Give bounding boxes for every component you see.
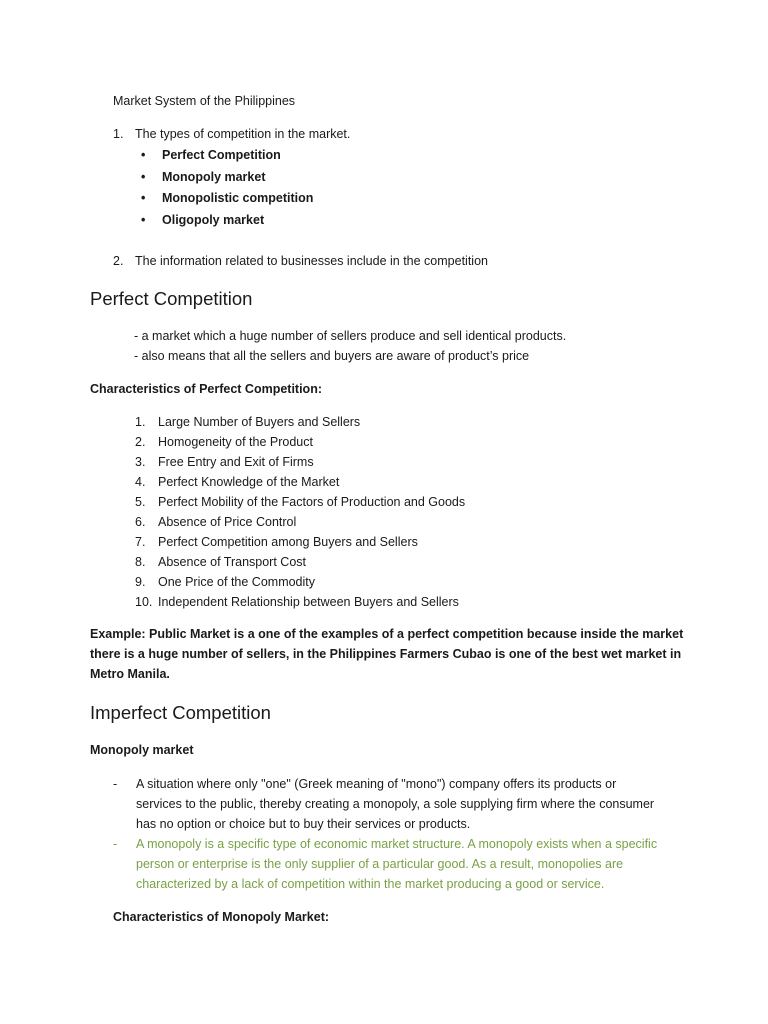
dash-marker: - — [113, 837, 118, 851]
example-line-1: Example: Public Market is a one of the examples of a perfect competition because inside the market — [90, 627, 684, 641]
bullet-list-item — [141, 213, 264, 227]
monopoly-point-1-line-1: A situation where only "one" (Greek meaning of "mono") company offers its products or — [136, 777, 617, 791]
monopoly-point-2-line-1: A monopoly is a specific type of economic market structure. A monopoly exists when a specific — [136, 837, 658, 851]
characteristic-text: Perfect Competition among Buyers and Sellers — [158, 535, 418, 549]
bullet-icon: • — [141, 170, 146, 184]
characteristic-item — [135, 435, 313, 449]
characteristic-number: 8. — [135, 555, 146, 569]
characteristic-number: 1. — [135, 415, 146, 429]
perfect-definition-2: - also means that all the sellers and buyers are aware of product’s price — [134, 349, 530, 363]
bullet-text: Monopolistic competition — [162, 191, 314, 205]
dash-marker: - — [113, 777, 118, 791]
monopoly-characteristics-heading: Characteristics of Monopoly Market: — [113, 910, 330, 924]
outline-item-1-text: The types of competition in the market. — [135, 127, 351, 141]
characteristic-item — [135, 535, 418, 549]
outline-item-2-number: 2. — [113, 254, 124, 268]
bullet-list-item — [141, 148, 281, 162]
characteristic-text: Absence of Price Control — [158, 515, 297, 529]
characteristic-item — [135, 475, 339, 489]
bullet-icon: • — [141, 148, 146, 162]
example-line-2: there is a huge number of sellers, in the Philippines Farmers Cubao is one of the best wet market in — [90, 647, 682, 661]
imperfect-competition-heading: Imperfect Competition — [90, 702, 271, 723]
characteristic-item — [135, 495, 465, 509]
characteristic-number: 2. — [135, 435, 146, 449]
outline-item-1 — [113, 127, 350, 141]
monopoly-point-1-line-3: has no option or choice but to buy their services or products. — [136, 817, 471, 831]
characteristic-text: Perfect Mobility of the Factors of Production and Goods — [158, 495, 466, 509]
bullet-text: Perfect Competition — [162, 148, 281, 162]
characteristic-text: Free Entry and Exit of Firms — [158, 455, 314, 469]
characteristic-number: 7. — [135, 535, 146, 549]
monopoly-point-2-line-2: person or enterprise is the only supplier of a particular good. As a result, monopolies are — [136, 857, 624, 871]
characteristic-item — [135, 515, 296, 529]
monopoly-market-heading: Monopoly market — [90, 743, 194, 757]
bullet-icon: • — [141, 191, 146, 205]
characteristic-item — [135, 575, 315, 589]
characteristic-number: 10. — [135, 595, 153, 609]
monopoly-point-1-line-2: services to the public, thereby creating a monopoly, a sole supplying firm where the consumer — [136, 797, 655, 811]
monopoly-point-2-line-3: characterized by a lack of competition within the market producing a good or service. — [136, 877, 605, 891]
characteristic-item — [135, 455, 314, 469]
bullet-text: Oligopoly market — [162, 213, 265, 227]
characteristic-item — [135, 555, 306, 569]
characteristic-text: Absence of Transport Cost — [158, 555, 306, 569]
perfect-definition-1: - a market which a huge number of sellers produce and sell identical products. — [134, 329, 567, 343]
perfect-competition-heading: Perfect Competition — [90, 288, 253, 309]
characteristic-text: Homogeneity of the Product — [158, 435, 313, 449]
characteristic-item — [135, 595, 459, 609]
outline-item-2-text: The information related to businesses include in the competition — [135, 254, 488, 268]
outline-item-2 — [113, 254, 488, 268]
characteristic-number: 4. — [135, 475, 146, 489]
characteristic-number: 6. — [135, 515, 146, 529]
bullet-icon: • — [141, 213, 146, 227]
example-line-3: Metro Manila. — [90, 667, 170, 681]
bullet-list-item — [141, 170, 266, 184]
characteristic-number: 5. — [135, 495, 146, 509]
characteristic-number: 3. — [135, 455, 146, 469]
characteristic-item — [135, 415, 360, 429]
perfect-characteristics-heading: Characteristics of Perfect Competition: — [90, 382, 322, 396]
characteristic-number: 9. — [135, 575, 146, 589]
bullet-list-item — [141, 191, 313, 205]
document-title: Market System of the Philippines — [113, 94, 296, 108]
bullet-text: Monopoly market — [162, 170, 266, 184]
characteristic-text: Large Number of Buyers and Sellers — [158, 415, 361, 429]
outline-item-1-number: 1. — [113, 127, 124, 141]
characteristic-text: One Price of the Commodity — [158, 575, 316, 589]
characteristic-text: Independent Relationship between Buyers and Sellers — [158, 595, 459, 609]
characteristic-text: Perfect Knowledge of the Market — [158, 475, 340, 489]
